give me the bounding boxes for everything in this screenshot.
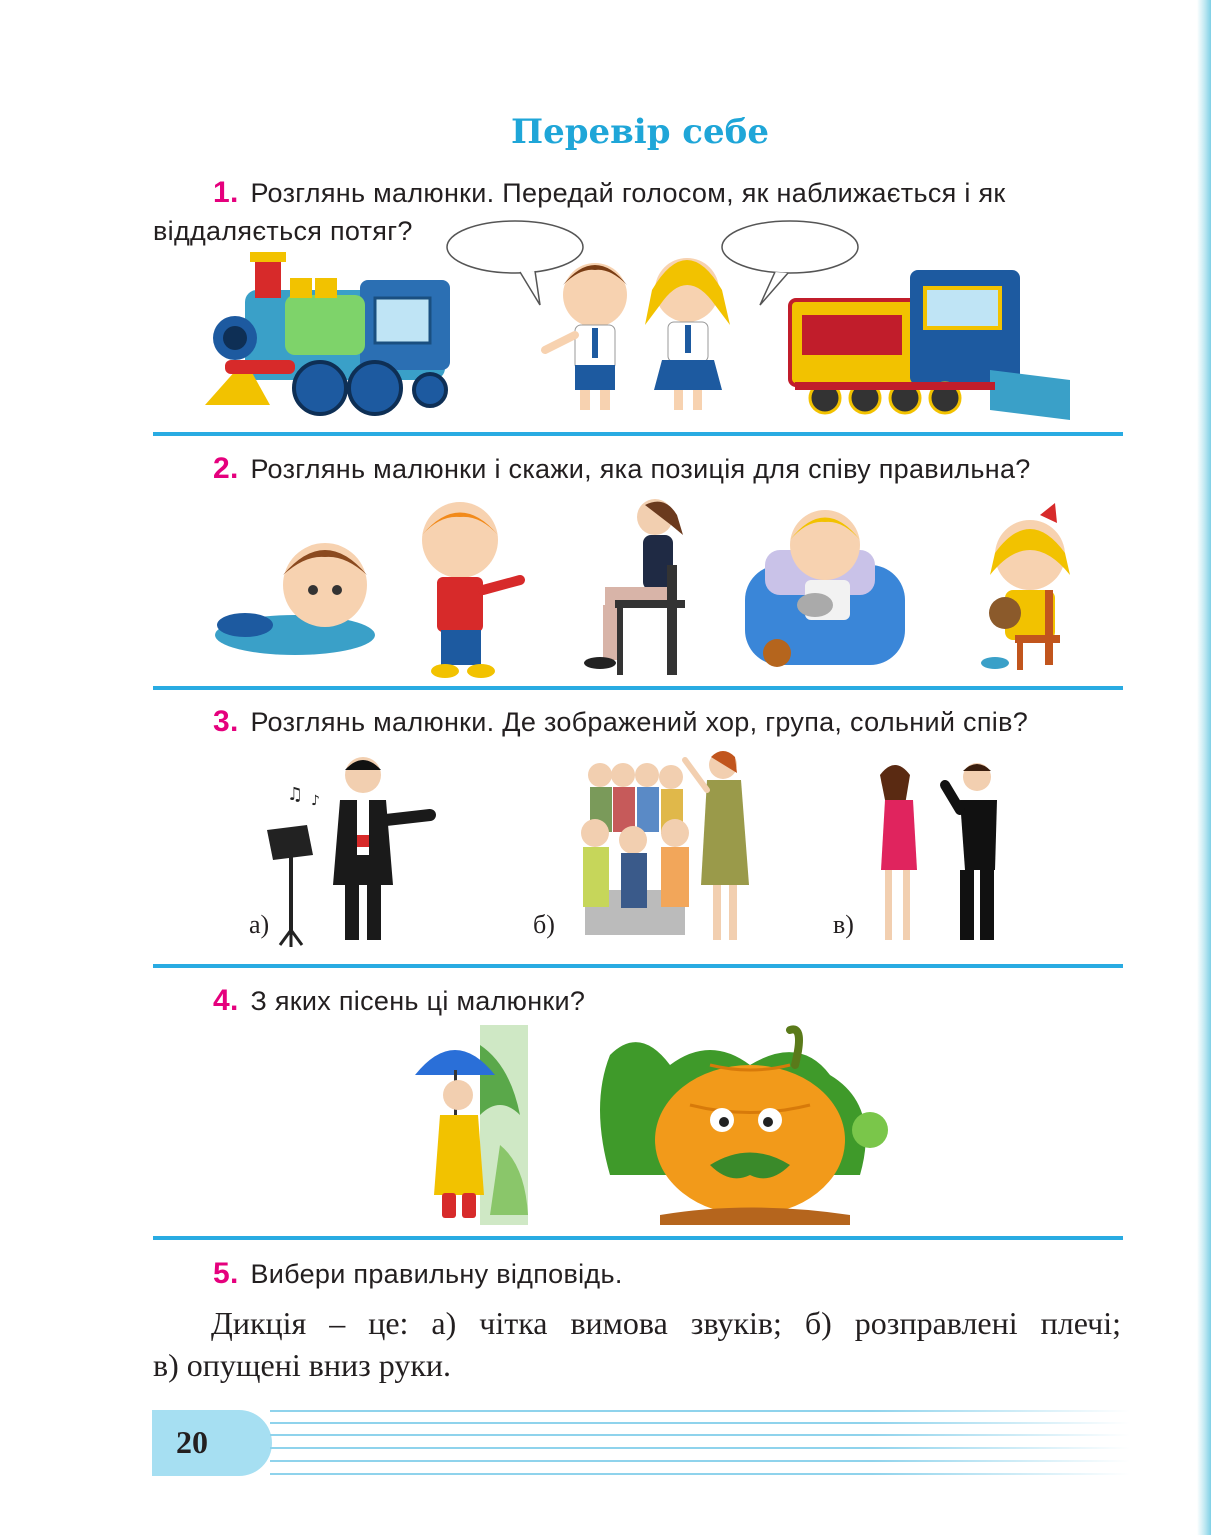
answer-line-2: в) опущені вниз руки.: [153, 1347, 451, 1383]
task-3: [213, 703, 1028, 741]
footer-line: [270, 1460, 1130, 1462]
caption-b: б): [533, 910, 555, 939]
task-text: З яких пісень ці малюнки?: [250, 986, 586, 1016]
solo-singer-image: [267, 757, 430, 947]
task-3-illustrations: [255, 745, 1045, 950]
boy-lying-image: [215, 543, 375, 655]
task-2: [213, 450, 1031, 488]
choir-with-conductor-image: [581, 751, 749, 940]
girl-student-image: [645, 258, 730, 410]
girl-with-umbrella-image: [415, 1025, 528, 1225]
task-4: [213, 982, 585, 1020]
task-1-line2: віддаляється потяг?: [153, 216, 413, 246]
task-text: Розглянь малюнки. Передай голосом, як наближається і як: [250, 178, 1006, 208]
section-divider: [153, 432, 1123, 436]
page-title: Перевір себе: [511, 112, 769, 152]
steam-locomotive-image: [205, 252, 450, 414]
diesel-locomotive-image: [790, 270, 1070, 420]
woman-sitting-on-chair-image: [584, 499, 685, 675]
caption-a: а): [249, 910, 270, 939]
page-number-tab: [152, 1410, 272, 1476]
footer-line: [270, 1447, 1130, 1449]
svg-text:♫: ♫: [287, 784, 304, 805]
singing-duo-image: [880, 763, 997, 940]
task-5: [213, 1255, 623, 1293]
boy-standing-image: [422, 502, 520, 678]
caption-v: в): [833, 910, 854, 939]
task-1-illustrations: [190, 210, 1090, 430]
task-number: 5.: [213, 1257, 239, 1290]
task-text: Розглянь малюнки і скажи, яка позиція для співу правильна?: [250, 454, 1031, 484]
task-number: 2.: [213, 452, 239, 485]
task-4-illustrations: [410, 1025, 910, 1230]
footer-line: [270, 1473, 1130, 1475]
task-1-line1: [213, 174, 1123, 212]
girl-on-chair-image: [981, 503, 1070, 670]
speech-bubble-left: [447, 221, 583, 305]
svg-text:♪: ♪: [311, 793, 320, 809]
boy-on-sofa-image: [745, 510, 905, 667]
task-number: 3.: [213, 705, 239, 738]
page-number: 20: [176, 1424, 208, 1460]
section-divider: [153, 686, 1123, 690]
footer-line: [270, 1410, 1130, 1412]
section-divider: [153, 1236, 1123, 1240]
speech-bubble-right: [722, 221, 858, 305]
page-edge-strip: [1197, 0, 1211, 1535]
boy-student-image: [545, 263, 627, 410]
footer-line: [270, 1422, 1130, 1424]
task-text: Вибери правильну відповідь.: [250, 1259, 623, 1289]
answer-line-1: Дикція – це: а) чітка вимова звуків; б) розправлені плечі;: [211, 1305, 1121, 1341]
answer-options: [153, 1302, 1121, 1386]
task-2-illustrations: [205, 495, 1095, 680]
pumpkin-character-image: [600, 1029, 888, 1225]
footer-line: [270, 1434, 1130, 1436]
section-divider: [153, 964, 1123, 968]
task-number: 1.: [213, 176, 239, 209]
task-text: Розглянь малюнки. Де зображений хор, група, сольний спів?: [250, 707, 1029, 737]
task-number: 4.: [213, 984, 239, 1017]
